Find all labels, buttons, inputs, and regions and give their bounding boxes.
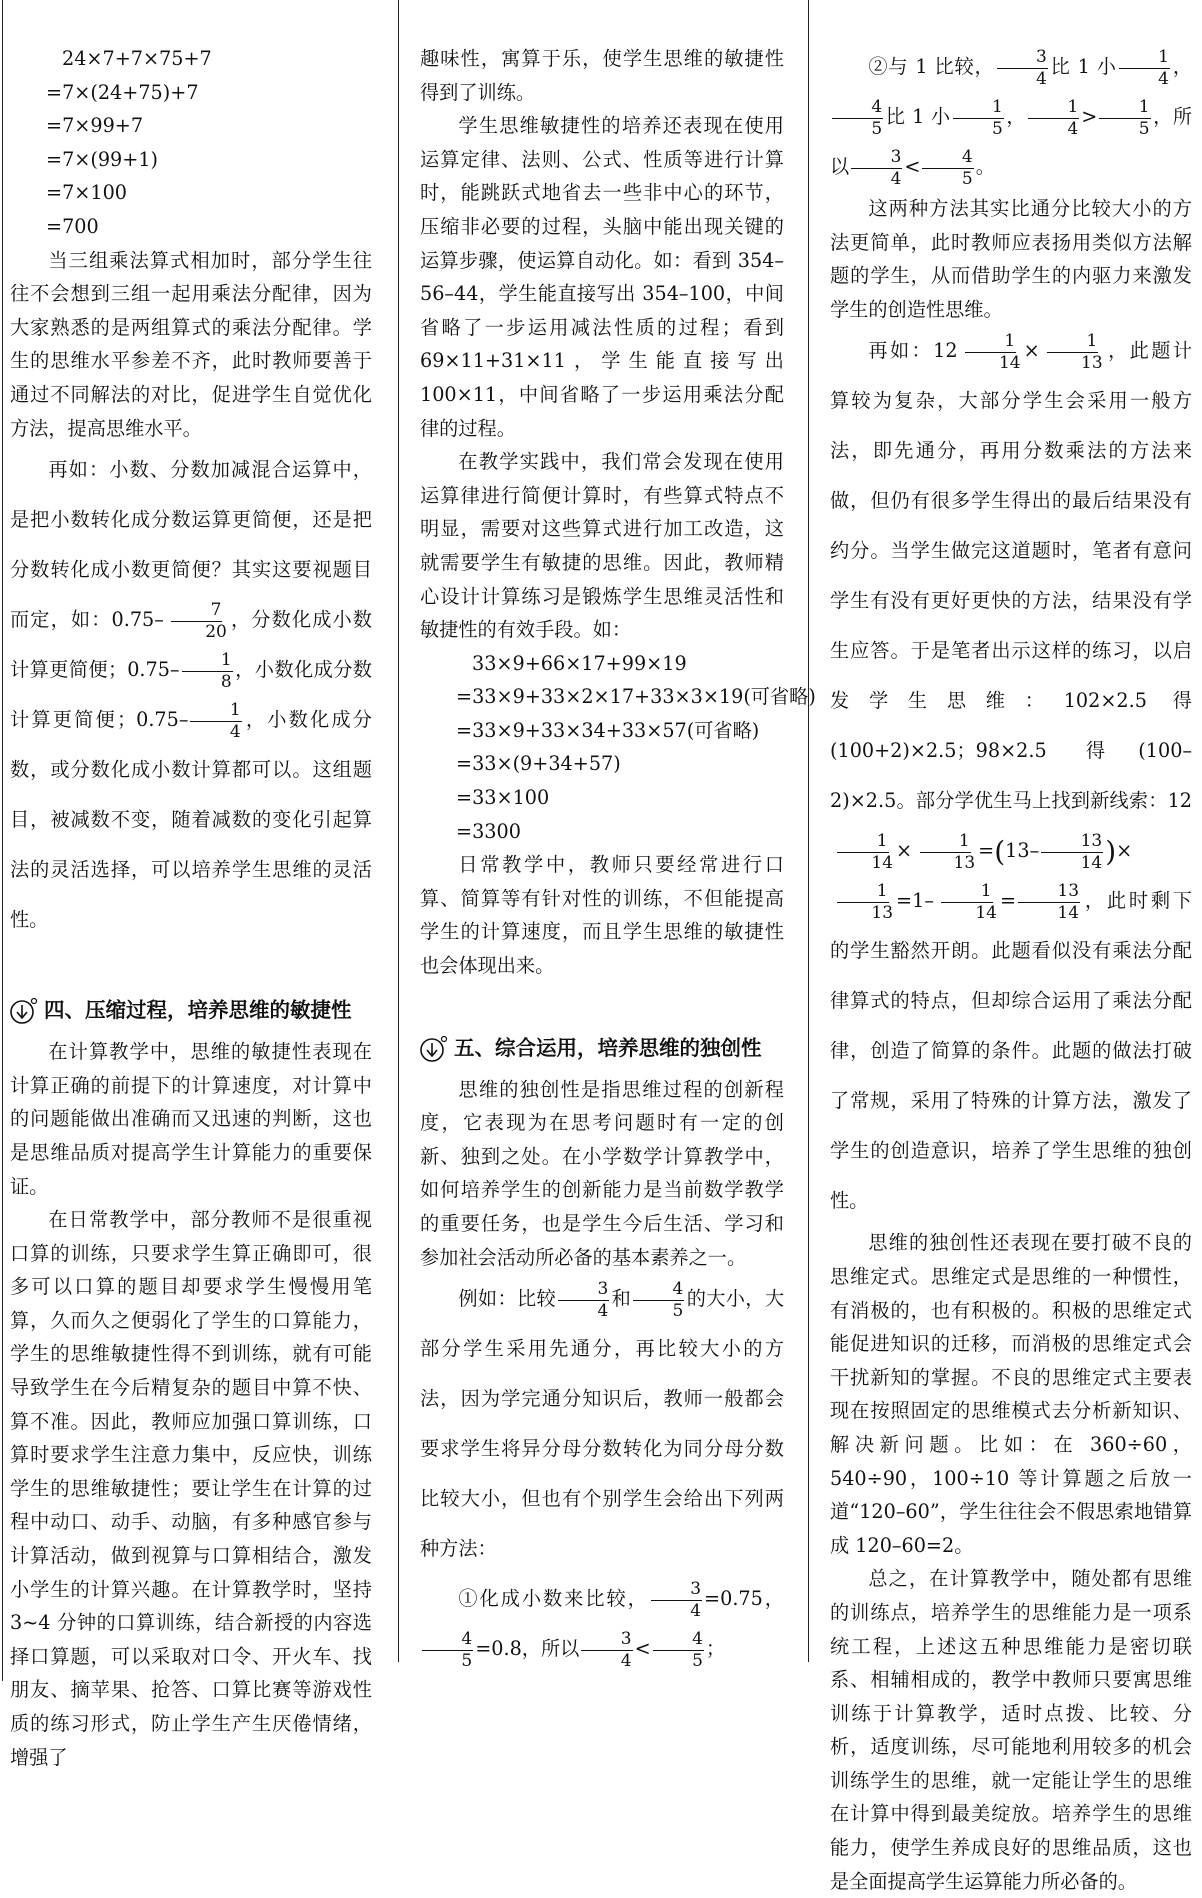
- column-2: [420, 42, 816, 1674]
- fraction: [936, 880, 998, 923]
- fraction: [581, 1628, 632, 1671]
- numerator: 4: [633, 1281, 684, 1301]
- text: ，分数化成小数计算更简便；0.75–: [10, 608, 372, 682]
- text: 例如：比较: [458, 1287, 557, 1311]
- down-arrow-circle-icon: [418, 1034, 448, 1064]
- denominator: 4: [597, 1300, 609, 1321]
- paragraph: 思维的独创性是指思维过程的创新程度，它表现为在思考问题时有一定的创新、独到之处。在小学数学计算教学中，如何培养学生的创新能力是当前数学教学的重要任务，也是学生今后生活、学习和参加社会活动所必备的基本素养之一。: [420, 1077, 784, 1269]
- denominator: 4: [1035, 68, 1047, 89]
- equation-line: 24×7+7×75+7: [62, 47, 212, 70]
- fraction: [651, 1578, 702, 1621]
- paragraph: 在计算教学中，思维的敏捷性表现在计算正确的前提下的计算速度，对计算中的问题能做出准确而又迅速的判断，这也是思维品质对提高学生计算能力的重要保证。: [10, 1040, 372, 1198]
- equation-line: =7×99+7: [46, 114, 144, 138]
- numerator: 3: [851, 149, 902, 169]
- text: ，: [1172, 55, 1193, 78]
- numerator: 4: [832, 99, 883, 119]
- text: ，此题计算较为复杂，大部分学生会采用一般方法，即先通分，再用分数乘法的方法来做，但仍有很多学生得出的最后结果没有约分。当学生做完这道题时，笔者有意问学生有没有更好更快的方法，结果没有学生应答。于是笔者出示这样的练习，以启发学生思维：102×2.5 得 (100+2)×2.5；98×2.5 得(100–2)×2.5。部分学优生马上找到新线索：12: [830, 339, 1192, 813]
- text: =: [999, 889, 1017, 913]
- paragraph: 日常教学中，教师只要经常进行口算、简算等有针对性的训练，不但能提高学生的计算速度，而且学生思维的敏捷性也会体现出来。: [420, 853, 784, 978]
- numerator: 3: [558, 1281, 609, 1301]
- equation-line: =7×(24+75)+7: [46, 80, 199, 104]
- paragraph: 在日常教学中，部分教师不是很重视口算的训练，只要求学生算正确即可，很多可以口算的题目却要求学生慢慢用笔算，久而久之便弱化了学生的口算能力，学生的思维敏捷性得不到训练，就有可能导致学生在今后精复杂的题目中算不快、算不准。因此，教师应加强口算训练，口算时要求学生注意力集中，反应快，训练学生的思维敏捷性；要让学生在计算的过程中动口、动手、动脑，有多种感官参与计算活动，做到视算与口算相结合，激发小学生的计算兴趣。在计算教学时，坚持 3~4 分钟的口算训练，结合新授的内容选择口算题，可以采取对口令、开火车、找朋友、摘苹果、抢答、口算比赛等游戏性质的练习形式，防止学生产生厌倦情绪，增强了: [10, 1208, 372, 1769]
- text: <: [904, 155, 921, 178]
- paragraph: 总之，在计算教学中，随处都有思维的训练点，培养学生的思维能力是一项系统工程，上述这五种思维能力是密切联系、相辅相成的，教学中教师只要寓思维训练于计算教学，适时点拨、比较、分析，适度训练，尽可能地利用较多的机会训练学生的思维，就一定能让学生的思维在计算中得到最美绽放。培养学生的思维能力，使学生养成良好的思维品质，这也是全面提高学生运算能力所必备的。: [830, 1567, 1192, 1893]
- paren-left: (: [994, 835, 1006, 869]
- numerator: 1: [941, 883, 992, 903]
- equation-line: =33×(9+34+57): [456, 752, 621, 776]
- fraction: [922, 146, 973, 189]
- paragraph-with-fractions: [420, 1274, 784, 1574]
- fraction: [653, 1628, 704, 1671]
- text: ×: [896, 839, 913, 863]
- section-heading: [8, 991, 372, 1031]
- text: ②与 1 比较，: [868, 55, 995, 78]
- fraction: [1099, 96, 1150, 139]
- fraction: [997, 46, 1048, 89]
- equation-line: =700: [46, 214, 99, 238]
- denominator: 14: [998, 352, 1021, 373]
- numerator: 13: [1018, 883, 1080, 903]
- fraction: [1042, 330, 1104, 373]
- paragraph: 在教学实践中，我们常会发现在使用运算律进行简便计算时，有些算式特点不明显，需要对这些算式进行加工改造，这就需要学生有敏捷的思维。因此，教师精心设计计算练习是锻炼学生思维灵活性和敏捷性的有效手段。如：: [420, 450, 784, 642]
- denominator: 5: [672, 1300, 684, 1321]
- text: ×: [1023, 339, 1040, 363]
- paragraph: 学生思维敏捷性的培养还表现在使用运算定律、法则、公式、性质等进行计算时，能跳跃式地省去一些非中心的环节，压缩非必要的过程，头脑中能出现关键的运算步骤，使运算自动化。如：看到 354–56–44，学生能直接写出 354–100，中间省略了一步运用减法性质的过程；看到 69×11+31×11，学生能直接写出 100×11，中间省略了一步运用乘法分配律的过程。: [420, 114, 784, 440]
- text: =1–: [896, 889, 934, 913]
- fraction: [832, 880, 894, 923]
- fraction: [633, 1278, 684, 1321]
- numerator: 1: [965, 333, 1016, 353]
- numerator: 1: [1047, 333, 1098, 353]
- text: >: [1081, 105, 1098, 128]
- text: 和: [611, 1287, 632, 1311]
- paragraph: 思维的独创性还表现在要打破不良的思维定式。思维定式是思维的一种惯性，有消极的，也有积极的。积极的思维定式能促进知识的迁移，而消极的思维定式会干扰新知的掌握。不良的思维定式主要表现在按照固定的思维模式去分析新知识、解决新问题。比如：在 360÷60，540÷90，100÷10 等计算题之后放一道“120–60”，学生往往会不假思索地错算成 120–60=2。: [830, 1231, 1192, 1557]
- denominator: 5: [1138, 118, 1150, 139]
- heading-text: 五、综合运用，培养思维的独创性: [454, 1035, 762, 1060]
- paragraph: 当三组乘法算式相加时，部分学生往往不会想到三组一起用乘法分配律，因为大家熟悉的是两组算式的乘法分配律。学生的思维水平参差不齐，此时教师要善于通过不同解法的对比，促进学生自觉优化方法，提高思维水平。: [10, 248, 372, 440]
- text: 13–: [1005, 839, 1040, 863]
- text: ；: [705, 1637, 726, 1661]
- numerator: 4: [422, 1631, 473, 1651]
- text: =0.8，所以: [475, 1637, 580, 1661]
- denominator: 4: [229, 721, 241, 742]
- equation-line: =7×100: [46, 181, 127, 205]
- denominator: 4: [620, 1650, 632, 1671]
- numerator: 3: [581, 1631, 632, 1651]
- denominator: 13: [871, 902, 894, 923]
- denominator: 5: [992, 118, 1003, 139]
- denominator: 13: [953, 852, 976, 873]
- numerator: 1: [190, 702, 241, 722]
- denominator: 5: [961, 168, 973, 189]
- numerator: 1: [1099, 99, 1150, 119]
- column-divider: [2, 0, 3, 1681]
- numerator: 1: [837, 883, 888, 903]
- column-1: [10, 42, 372, 1774]
- numerator: 3: [651, 1581, 702, 1601]
- text: ，小数化成分数，或分数化成小数计算都可以。这组题目，被减数不变，随着减数的变化引起算法的灵活选择，可以培养学生思维的灵活性。: [10, 708, 372, 932]
- paragraph: 趣味性，寓算于乐，使学生思维的敏捷性得到了训练。: [420, 47, 784, 104]
- section-heading: [418, 1029, 784, 1069]
- equation-line: 33×9+66×17+99×19: [472, 651, 687, 675]
- fraction: [182, 649, 233, 692]
- numerator: 1: [953, 99, 1004, 119]
- text: 再如：12: [868, 339, 958, 363]
- text: ，小数化成分数计算更简便；0.75–: [10, 658, 372, 732]
- text: ×: [1116, 839, 1133, 863]
- denominator: 5: [461, 1650, 473, 1671]
- text: <: [634, 1637, 651, 1661]
- denominator: 8: [220, 671, 232, 692]
- denominator: 4: [690, 1600, 702, 1621]
- fraction: [190, 699, 241, 742]
- heading-text: 四、压缩过程，培养思维的敏捷性: [44, 998, 352, 1023]
- denominator: 14: [1057, 902, 1080, 923]
- fraction: [422, 1628, 473, 1671]
- numerator: 1: [837, 833, 888, 853]
- denominator: 5: [871, 118, 883, 139]
- equation-line: =3300: [456, 819, 521, 843]
- denominator: 5: [692, 1650, 703, 1671]
- text: 比 1 小: [885, 105, 951, 128]
- column-3: [830, 42, 1192, 1898]
- denominator: 4: [890, 168, 902, 189]
- numerator: 1: [920, 833, 971, 853]
- text: =: [978, 839, 995, 863]
- fraction: [832, 96, 883, 139]
- fraction: [1119, 46, 1170, 89]
- numerator: 4: [653, 1631, 704, 1651]
- text: 。: [975, 155, 995, 178]
- numerator: 13: [1041, 833, 1103, 853]
- numerator: 1: [182, 652, 233, 672]
- numerator: 7: [171, 602, 222, 622]
- fraction: [960, 330, 1022, 373]
- text: 比 1 小: [1049, 55, 1117, 78]
- denominator: 13: [1081, 352, 1103, 373]
- fraction: [1041, 830, 1103, 873]
- text: 再如：小数、分数加减混合运算中，是把小数转化成分数运算更简便，还是把分数转化成小数更简便？其实这要视题目而定，如：0.75–: [10, 458, 372, 632]
- numerator: 1: [1028, 99, 1079, 119]
- equation-line: =33×9+33×34+33×57(可省略): [456, 718, 760, 742]
- equation-line: =33×9+33×2×17+33×3×19(可省略): [456, 685, 816, 709]
- paragraph: 这两种方法其实比通分比较大小的方法更简单，此时教师应表扬用类似方法解题的学生，从而借助学生的内驱力来激发学生的创造性思维。: [830, 197, 1192, 321]
- equation-line: =33×100: [456, 786, 550, 810]
- numerator: 4: [922, 149, 973, 169]
- fraction: [914, 830, 976, 873]
- fraction: [558, 1278, 609, 1321]
- numerator: 3: [997, 49, 1048, 69]
- fraction: [953, 96, 1004, 139]
- denominator: 4: [1067, 118, 1079, 139]
- text: ，: [1005, 105, 1027, 128]
- fraction: [166, 599, 228, 642]
- fraction: [1028, 96, 1079, 139]
- fraction: [832, 830, 894, 873]
- text: 的大小，大部分学生采用先通分，再比较大小的方法，因为学完通分知识后，教师一般都会要求学生将异分母分数转化为同分母分数比较大小，但也有个别学生会给出下列两种方法：: [420, 1287, 785, 1561]
- text: ，所以: [830, 105, 1193, 178]
- denominator: 14: [975, 902, 997, 923]
- paragraph-with-fractions: [830, 326, 1192, 1226]
- denominator: 4: [1158, 68, 1169, 89]
- down-arrow-circle-icon: [8, 996, 38, 1026]
- method-1: [420, 1574, 784, 1674]
- paren-right: ): [1105, 835, 1117, 869]
- paragraph-with-fractions: [10, 445, 372, 945]
- fraction: [1018, 880, 1080, 923]
- denominator: 14: [1080, 852, 1103, 873]
- column-divider: [808, 0, 809, 1662]
- text: =0.75，: [704, 1587, 784, 1611]
- numerator: 1: [1119, 49, 1170, 69]
- text: ，此时剩下的学生豁然开朗。此题看似没有乘法分配律算式的特点，但却综合运用了乘法分配律，创造了简算的条件。此题的做法打破了常规，采用了特殊的计算方法，激发了学生的创造意识，培养了学生思维的独创性。: [830, 889, 1192, 1213]
- fraction: [851, 146, 902, 189]
- text: ①化成小数来比较，: [458, 1587, 649, 1611]
- column-divider: [398, 0, 399, 1662]
- denominator: 14: [871, 852, 894, 873]
- equation-line: =7×(99+1): [46, 147, 159, 171]
- denominator: 20: [205, 621, 227, 642]
- method-2: [830, 42, 1192, 192]
